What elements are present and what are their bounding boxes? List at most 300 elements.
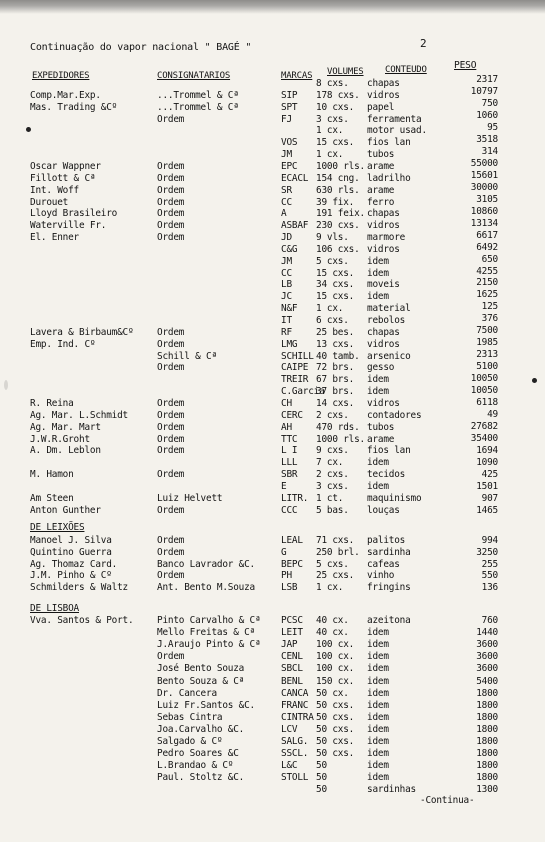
contents-cell: chapas bbox=[367, 326, 400, 338]
volumes-cell: 1000 rls. bbox=[316, 160, 365, 172]
marks-cell: STOLL bbox=[281, 772, 309, 784]
weight-cell: 10050 bbox=[470, 373, 498, 385]
weight-cell: 1090 bbox=[476, 457, 498, 469]
weight-cell: 10860 bbox=[470, 205, 498, 217]
volumes-cell: 3 cxs. bbox=[316, 113, 349, 125]
marks-cell: PH bbox=[281, 570, 292, 582]
consignee-cell: Ordem bbox=[157, 184, 185, 196]
shipper-cell: Quintino Guerra bbox=[30, 546, 112, 558]
weight-cell: 2313 bbox=[476, 349, 498, 361]
contents-cell: vinho bbox=[367, 570, 395, 582]
consignee-cell: ...Trommel & Cª bbox=[157, 101, 239, 113]
volumes-cell: 2 cxs. bbox=[316, 469, 349, 481]
contents-cell: vidros bbox=[367, 89, 400, 101]
header-volumes: VOLUMES bbox=[327, 67, 364, 77]
contents-cell: chapas bbox=[367, 78, 400, 89]
volumes-cell: 10 cxs. bbox=[316, 101, 355, 113]
contents-cell: idem bbox=[367, 699, 389, 711]
volumes-cell: 8 cxs. bbox=[316, 78, 349, 89]
weight-cell: 15601 bbox=[470, 169, 498, 181]
shipper-cell: Lavera & Birbaum&Cº bbox=[30, 326, 134, 338]
contents-cell: idem bbox=[367, 711, 389, 723]
marks-cell: JAP bbox=[281, 639, 298, 651]
contents-cell: idem bbox=[367, 663, 389, 675]
contents-cell: papel bbox=[367, 101, 395, 113]
weight-cell: 125 bbox=[481, 301, 498, 313]
contents-cell: idem bbox=[367, 480, 389, 492]
consignee-cell: J.Araujo Pinto & Cª bbox=[157, 639, 261, 651]
volumes-cell: 50 bbox=[316, 760, 327, 772]
consignee-cell: L.Brandao & Cº bbox=[157, 760, 234, 772]
marks-cell: ASBAF bbox=[281, 220, 309, 232]
contents-cell: motor usad. bbox=[367, 125, 427, 137]
consignee-cell: Banco Lavrador &C. bbox=[157, 558, 255, 570]
marks-cell: LB bbox=[281, 279, 292, 291]
volumes-cell: 50 cxs. bbox=[316, 723, 355, 735]
volumes-cell: 15 cxs. bbox=[316, 291, 355, 303]
volumes-cell: 6 cxs. bbox=[316, 315, 349, 326]
volumes-cell: 630 rls. bbox=[316, 184, 360, 196]
volumes-cell: 2 cxs. bbox=[316, 409, 349, 421]
weight-cell: 13134 bbox=[470, 217, 498, 229]
weight-cell: 30000 bbox=[470, 181, 498, 193]
marks-cell: LEAL bbox=[281, 535, 303, 546]
marks-cell: PCSC bbox=[281, 615, 303, 626]
consignee-cell: Luiz Fr.Santos &C. bbox=[157, 699, 255, 711]
shipper-cell: Fillott & Cª bbox=[30, 172, 96, 184]
weight-cell: 1800 bbox=[476, 723, 498, 735]
weight-cell: 6492 bbox=[476, 241, 498, 253]
weight-cell: 35400 bbox=[470, 433, 498, 445]
scan-edge-shadow bbox=[0, 0, 545, 14]
contents-cell: idem bbox=[367, 457, 389, 469]
consignee-cell: Ordem bbox=[157, 172, 185, 184]
volumes-cell: 178 cxs. bbox=[316, 89, 360, 101]
consignee-cell: Pinto Carvalho & Cª bbox=[157, 615, 261, 626]
weight-cell: 1800 bbox=[476, 772, 498, 784]
marks-cell: TREIR bbox=[281, 374, 309, 386]
weight-cell: 3600 bbox=[476, 651, 498, 663]
shipper-cell: Manoel J. Silva bbox=[30, 535, 112, 546]
consignee-cell: Ordem bbox=[157, 397, 185, 409]
marks-cell: CAIPE bbox=[281, 362, 309, 374]
shipper-cell: J.W.R.Groht bbox=[30, 433, 90, 445]
marks-cell: LMG bbox=[281, 338, 298, 350]
weight-cell: 7500 bbox=[476, 325, 498, 337]
contents-cell: tubos bbox=[367, 421, 395, 433]
volumes-cell: 40 cx. bbox=[316, 615, 349, 626]
consignee-cell: Ordem bbox=[157, 160, 185, 172]
consignee-cell: Ordem bbox=[157, 433, 185, 445]
volumes-cell: 5 cxs. bbox=[316, 255, 349, 267]
volumes-cell: 1 cx. bbox=[316, 303, 344, 315]
marks-cell: BENL bbox=[281, 675, 303, 687]
marks-cell: JD bbox=[281, 232, 292, 244]
weight-cell: 550 bbox=[481, 570, 498, 582]
volumes-cell: 150 cx. bbox=[316, 675, 355, 687]
contents-cell: vidros bbox=[367, 397, 400, 409]
weight-cell: 3518 bbox=[476, 133, 498, 145]
marks-cell: L I bbox=[281, 445, 298, 457]
consignee-cell: Ordem bbox=[157, 421, 185, 433]
shipper-cell: A. Dm. Leblon bbox=[30, 445, 101, 457]
weight-cell: 6118 bbox=[476, 397, 498, 409]
weight-cell: 3600 bbox=[476, 639, 498, 651]
punch-hole-mark bbox=[26, 127, 31, 132]
weight-cell: 95 bbox=[487, 121, 498, 133]
weight-cell: 136 bbox=[481, 582, 498, 594]
marks-cell: JM bbox=[281, 149, 292, 161]
marks-cell: SSCL. bbox=[281, 748, 309, 760]
volumes-cell: 7 cx. bbox=[316, 457, 344, 469]
marks-cell: AH bbox=[281, 421, 292, 433]
contents-cell: arsenico bbox=[367, 350, 411, 362]
weight-cell: 1300 bbox=[476, 784, 498, 796]
consignee-cell: Bento Souza & Cª bbox=[157, 675, 245, 687]
weight-cell: 2150 bbox=[476, 277, 498, 289]
volumes-cell: 5 cxs. bbox=[316, 558, 349, 570]
volumes-cell: 106 cxs. bbox=[316, 243, 360, 255]
contents-cell: idem bbox=[367, 255, 389, 267]
shipper-cell: J.M. Pinho & Cº bbox=[30, 570, 112, 582]
contents-cell: gesso bbox=[367, 362, 395, 374]
volumes-cell: 25 cxs. bbox=[316, 570, 355, 582]
weight-cell: 650 bbox=[481, 253, 498, 265]
contents-cell: idem bbox=[367, 291, 389, 303]
shipper-cell: M. Hamon bbox=[30, 469, 74, 481]
shipper-cell: Am Steen bbox=[30, 492, 74, 504]
contents-cell: idem bbox=[367, 386, 389, 398]
contents-cell: arame bbox=[367, 184, 395, 196]
volumes-cell: 15 cxs. bbox=[316, 267, 355, 279]
header-marks: MARCAS bbox=[281, 71, 313, 81]
shipper-cell: Vva. Santos & Port. bbox=[30, 615, 134, 626]
marks-cell: CC bbox=[281, 196, 292, 208]
marks-cell: CH bbox=[281, 397, 292, 409]
weight-cell: 1501 bbox=[476, 480, 498, 492]
weight-cell: 3250 bbox=[476, 546, 498, 558]
volumes-cell: 50 bbox=[316, 784, 327, 796]
marks-cell: BEPC bbox=[281, 558, 303, 570]
volumes-cell: 40 tamb. bbox=[316, 350, 360, 362]
contents-cell: palitos bbox=[367, 535, 406, 546]
weight-cell: 1800 bbox=[476, 687, 498, 699]
header-consignee: CONSIGNATARIOS bbox=[157, 71, 231, 81]
volumes-cell: 72 brs. bbox=[316, 362, 355, 374]
volumes-cell: 50 cxs. bbox=[316, 699, 355, 711]
consignee-cell: Ordem bbox=[157, 535, 185, 546]
weight-cell: 3600 bbox=[476, 663, 498, 675]
contents-cell: azeitona bbox=[367, 615, 411, 626]
weight-cell: 1800 bbox=[476, 736, 498, 747]
volumes-cell: 3 cxs. bbox=[316, 480, 349, 492]
consignee-cell: Dr. Cancera bbox=[157, 687, 217, 699]
marks-cell: EPC bbox=[281, 160, 298, 172]
weight-cell: 1694 bbox=[476, 445, 498, 457]
volumes-cell: 100 cx. bbox=[316, 639, 355, 651]
contents-cell: fios lan bbox=[367, 137, 411, 149]
marks-cell: CCC bbox=[281, 504, 298, 516]
marks-cell: LCV bbox=[281, 723, 298, 735]
marks-cell: CERC bbox=[281, 409, 303, 421]
volumes-cell: 13 cxs. bbox=[316, 338, 355, 350]
contents-cell: chapas bbox=[367, 208, 400, 220]
shipper-cell: Mas. Trading &Cº bbox=[30, 101, 118, 113]
contents-cell: ladrilho bbox=[367, 172, 411, 184]
contents-cell: idem bbox=[367, 723, 389, 735]
contents-cell: ferramenta bbox=[367, 113, 422, 125]
marks-cell: ECACL bbox=[281, 172, 309, 184]
contents-cell: idem bbox=[367, 627, 389, 639]
page-number: 2 bbox=[420, 37, 427, 50]
marks-cell: FJ bbox=[281, 113, 292, 125]
volumes-cell: 100 cx. bbox=[316, 663, 355, 675]
weight-cell: 1465 bbox=[476, 504, 498, 516]
shipper-cell: Comp.Mar.Exp. bbox=[30, 89, 101, 101]
marks-cell: CINTRA bbox=[281, 711, 314, 723]
marks-cell: CENL bbox=[281, 651, 303, 663]
contents-cell: idem bbox=[367, 736, 389, 747]
marks-cell: SALG. bbox=[281, 736, 309, 747]
consignee-cell: Ordem bbox=[157, 220, 185, 232]
consignee-cell: José Bento Souza bbox=[157, 663, 245, 675]
contents-cell: tecidos bbox=[367, 469, 406, 481]
contents-cell: idem bbox=[367, 267, 389, 279]
weight-cell: 376 bbox=[481, 313, 498, 325]
marks-cell: JM bbox=[281, 255, 292, 267]
weight-cell: 10050 bbox=[470, 385, 498, 397]
weight-cell: 55000 bbox=[470, 157, 498, 169]
volumes-cell: 1 cx. bbox=[316, 582, 344, 594]
marks-cell: LSB bbox=[281, 582, 298, 594]
shipper-cell: Ag. Mar. Mart bbox=[30, 421, 101, 433]
volumes-cell: 40 cx. bbox=[316, 627, 349, 639]
shipper-cell: Oscar Wappner bbox=[30, 160, 101, 172]
contents-cell: sardinha bbox=[367, 546, 411, 558]
consignee-cell: Schill & Cª bbox=[157, 350, 217, 362]
contents-cell: vidros bbox=[367, 220, 400, 232]
section-heading: DE LEIXÕES bbox=[30, 522, 85, 533]
contents-cell: rebolos bbox=[367, 315, 406, 326]
volumes-cell: 230 cxs. bbox=[316, 220, 360, 232]
volumes-cell: 67 brs. bbox=[316, 374, 355, 386]
contents-cell: idem bbox=[367, 760, 389, 772]
shipper-cell: Durouet bbox=[30, 196, 69, 208]
consignee-cell: Salgado & Cº bbox=[157, 736, 223, 747]
volumes-cell: 50 bbox=[316, 772, 327, 784]
contents-cell: tubos bbox=[367, 149, 395, 161]
marks-cell: C.Garcia bbox=[281, 386, 325, 398]
marks-cell: G bbox=[281, 546, 287, 558]
marks-cell: CC bbox=[281, 267, 292, 279]
volumes-cell: 39 fix. bbox=[316, 196, 355, 208]
punch-hole-mark bbox=[532, 378, 537, 383]
contents-cell: fios lan bbox=[367, 445, 411, 457]
shipper-cell: Int. Woff bbox=[30, 184, 79, 196]
weight-cell: 2317 bbox=[476, 74, 498, 85]
marks-cell: E bbox=[281, 480, 287, 492]
weight-cell: 425 bbox=[481, 469, 498, 480]
shipper-cell: El. Enner bbox=[30, 232, 79, 244]
contents-cell: marmore bbox=[367, 232, 406, 244]
consignee-cell: Sebas Cintra bbox=[157, 711, 223, 723]
marks-cell: SIP bbox=[281, 89, 298, 101]
marks-cell: LEIT bbox=[281, 627, 303, 639]
volumes-cell: 14 cxs. bbox=[316, 397, 355, 409]
consignee-cell: Ordem bbox=[157, 570, 185, 582]
volumes-cell: 37 brs. bbox=[316, 386, 355, 398]
weight-cell: 10797 bbox=[470, 85, 498, 97]
marks-cell: SBR bbox=[281, 469, 298, 481]
shipper-cell: Anton Gunther bbox=[30, 504, 101, 516]
weight-cell: 6617 bbox=[476, 229, 498, 241]
volumes-cell: 50 cxs. bbox=[316, 748, 355, 760]
consignee-cell: Ordem bbox=[157, 445, 185, 457]
marks-cell: LITR. bbox=[281, 492, 309, 504]
marks-cell: A bbox=[281, 208, 287, 220]
shipper-cell: Emp. Ind. Cº bbox=[30, 338, 96, 350]
consignee-cell: Ordem bbox=[157, 546, 185, 558]
contents-cell: fringins bbox=[367, 582, 411, 594]
consignee-cell: Mello Freitas & Cª bbox=[157, 627, 255, 639]
weight-cell: 1060 bbox=[476, 109, 498, 121]
weight-cell: 49 bbox=[487, 409, 498, 421]
contents-cell: moveis bbox=[367, 279, 400, 291]
contents-cell: arame bbox=[367, 433, 395, 445]
weight-cell: 1800 bbox=[476, 760, 498, 772]
volumes-cell: 9 vls. bbox=[316, 232, 349, 244]
marks-cell: LLL bbox=[281, 457, 298, 469]
shipper-cell: Schmilders & Waltz bbox=[30, 582, 128, 594]
volumes-cell: 15 cxs. bbox=[316, 137, 355, 149]
consignee-cell: Ordem bbox=[157, 469, 185, 481]
contents-cell: idem bbox=[367, 675, 389, 687]
consignee-cell: Joa.Carvalho &C. bbox=[157, 723, 245, 735]
marks-cell: N&F bbox=[281, 303, 298, 315]
volumes-cell: 71 cxs. bbox=[316, 535, 355, 546]
volumes-cell: 191 feix. bbox=[316, 208, 365, 220]
volumes-cell: 34 cxs. bbox=[316, 279, 355, 291]
consignee-cell: Ordem bbox=[157, 504, 185, 516]
marks-cell: CANCA bbox=[281, 687, 309, 699]
section-heading: DE LISBOA bbox=[30, 603, 79, 614]
weight-cell: 1800 bbox=[476, 711, 498, 723]
contents-cell: material bbox=[367, 303, 411, 315]
volumes-cell: 470 rds. bbox=[316, 421, 360, 433]
contents-cell: arame bbox=[367, 160, 395, 172]
consignee-cell: Ordem bbox=[157, 338, 185, 350]
consignee-cell: Ordem bbox=[157, 362, 185, 374]
header-contents: CONTEUDO bbox=[385, 65, 427, 75]
marks-cell: SPT bbox=[281, 101, 298, 113]
marks-cell: SR bbox=[281, 184, 292, 196]
weight-cell: 1625 bbox=[476, 289, 498, 301]
contents-cell: ferro bbox=[367, 196, 395, 208]
header-weight: PESO bbox=[454, 60, 477, 71]
volumes-cell: 25 bes. bbox=[316, 326, 355, 338]
weight-cell: 3105 bbox=[476, 193, 498, 205]
volumes-cell: 250 brl. bbox=[316, 546, 360, 558]
contents-cell: contadores bbox=[367, 409, 422, 421]
volumes-cell: 1 cx. bbox=[316, 149, 344, 161]
weight-cell: 4255 bbox=[476, 265, 498, 277]
weight-cell: 994 bbox=[481, 535, 498, 546]
marks-cell: SCHILL bbox=[281, 350, 314, 362]
marks-cell: L&C bbox=[281, 760, 298, 772]
contents-cell: louças bbox=[367, 504, 400, 516]
header-shipper: EXPEDIDORES bbox=[32, 71, 90, 81]
continued-note: -Continua- bbox=[420, 795, 475, 806]
contents-cell: sardinhas bbox=[367, 784, 416, 796]
marks-cell: VOS bbox=[281, 137, 298, 149]
shipper-cell: Ag. Thomaz Card. bbox=[30, 558, 118, 570]
weight-cell: 27682 bbox=[470, 421, 498, 433]
volumes-cell: 1 ct. bbox=[316, 492, 344, 504]
contents-cell: vidros bbox=[367, 338, 400, 350]
consignee-cell: ...Trommel & Cª bbox=[157, 89, 239, 101]
contents-cell: idem bbox=[367, 639, 389, 651]
marks-cell: SBCL bbox=[281, 663, 303, 675]
weight-cell: 255 bbox=[481, 558, 498, 570]
volumes-cell: 50 cx. bbox=[316, 687, 349, 699]
marks-cell: TTC bbox=[281, 433, 298, 445]
marks-cell: RF bbox=[281, 326, 292, 338]
weight-cell: 5400 bbox=[476, 675, 498, 687]
shipper-cell: Lloyd Brasileiro bbox=[30, 208, 118, 220]
volumes-cell: 50 cxs. bbox=[316, 711, 355, 723]
consignee-cell: Ordem bbox=[157, 208, 185, 220]
volumes-cell: 1 cx. bbox=[316, 125, 344, 137]
marks-cell: C&G bbox=[281, 243, 298, 255]
consignee-cell: Pedro Soares &C bbox=[157, 748, 239, 760]
consignee-cell: Ordem bbox=[157, 326, 185, 338]
weight-cell: 1985 bbox=[476, 337, 498, 349]
weight-cell: 760 bbox=[481, 615, 498, 626]
marks-cell: FRANC bbox=[281, 699, 309, 711]
volumes-cell: 9 cxs. bbox=[316, 445, 349, 457]
contents-cell: cafeas bbox=[367, 558, 400, 570]
weight-cell: 1440 bbox=[476, 627, 498, 639]
consignee-cell: Ordem bbox=[157, 409, 185, 421]
consignee-cell: Ant. Bento M.Souza bbox=[157, 582, 255, 594]
volumes-cell: 50 cxs. bbox=[316, 736, 355, 747]
consignee-cell: Luiz Helvett bbox=[157, 492, 223, 504]
weight-cell: 907 bbox=[481, 492, 498, 504]
contents-cell: idem bbox=[367, 374, 389, 386]
marks-cell: JC bbox=[281, 291, 292, 303]
volumes-cell: 5 bas. bbox=[316, 504, 349, 516]
page-title: Continuação do vapor nacional " BAGÉ " bbox=[30, 42, 252, 53]
volumes-cell: 154 cng. bbox=[316, 172, 360, 184]
volumes-cell: 1000 rls. bbox=[316, 433, 365, 445]
weight-cell: 314 bbox=[481, 145, 498, 157]
contents-cell: vidros bbox=[367, 243, 400, 255]
weight-cell: 750 bbox=[481, 97, 498, 109]
contents-cell: idem bbox=[367, 687, 389, 699]
weight-cell: 1800 bbox=[476, 699, 498, 711]
weight-cell: 5100 bbox=[476, 361, 498, 373]
weight-cell: 1800 bbox=[476, 748, 498, 760]
scan-smudge bbox=[4, 380, 8, 390]
contents-cell: idem bbox=[367, 772, 389, 784]
shipper-cell: Waterville Fr. bbox=[30, 220, 107, 232]
consignee-cell: Ordem bbox=[157, 232, 185, 244]
consignee-cell: Ordem bbox=[157, 196, 185, 208]
consignee-cell: Ordem bbox=[157, 113, 185, 125]
shipper-cell: R. Reina bbox=[30, 397, 74, 409]
consignee-cell: Paul. Stoltz &C. bbox=[157, 772, 245, 784]
volumes-cell: 100 cx. bbox=[316, 651, 355, 663]
